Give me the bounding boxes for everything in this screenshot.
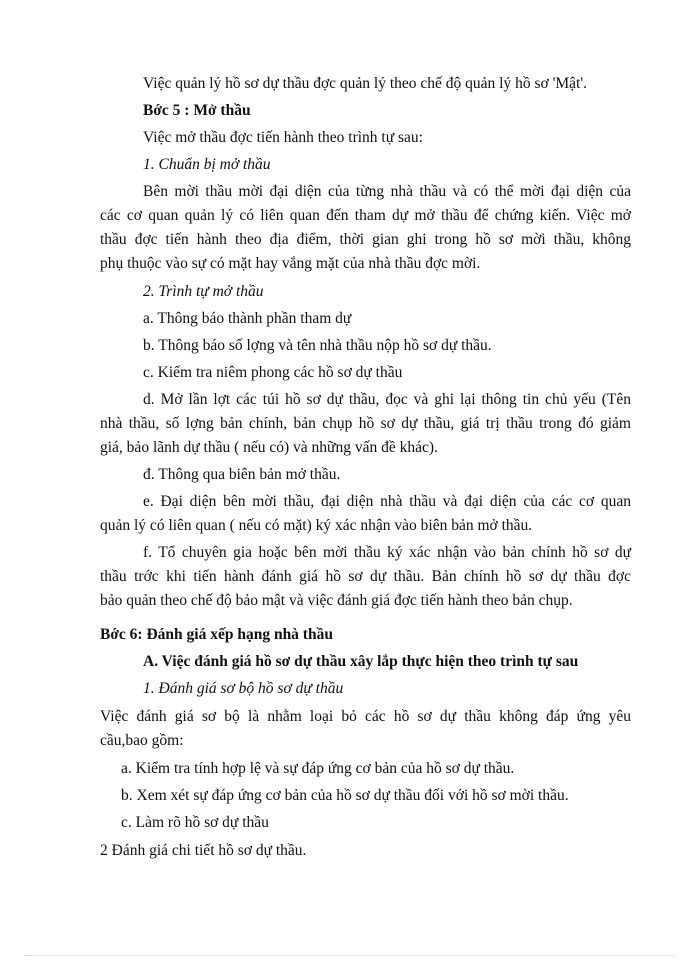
paragraph-line: Việc mở thầu đợc tiến hành theo trình tự sau:	[143, 129, 423, 146]
section-a-heading: A. Việc đánh giá hồ sơ dự thầu xây lắp thực hiện theo trình tự sau	[143, 653, 579, 670]
paragraph-line: phụ thuộc vào sự có mặt hay vắng mặt của nhà thầu đợc mời.	[100, 255, 481, 272]
subheading-prepare-opening: 1. Chuẩn bị mở thầu	[143, 156, 271, 173]
paragraph-line: cầu,bao gồm:	[100, 732, 184, 749]
list-item: d. Mở lần lợt các túi hồ sơ dự thầu, đọc và ghi lại thông tin chủ yếu (Tên	[143, 391, 631, 408]
step-6-heading: Bớc 6: Đánh giá xếp hạng nhà thầu	[100, 626, 333, 643]
page-bottom-divider	[24, 955, 676, 956]
paragraph-line: Việc đánh giá sơ bộ là nhằm loại bỏ các hồ sơ dự thầu không đáp ứng yêu	[100, 708, 631, 725]
list-item: c. Kiểm tra niêm phong các hồ sơ dự thầu	[143, 364, 403, 381]
subheading-preliminary-evaluation: 1. Đánh giá sơ bộ hồ sơ dự thầu	[143, 680, 344, 697]
paragraph-line: quản lý có liên quan ( nếu có mặt) ký xác nhận vào biên bản mở thầu.	[100, 517, 533, 534]
list-item: a. Kiểm tra tính hợp lệ và sự đáp ứng cơ bản của hồ sơ dự thầu.	[121, 760, 515, 777]
paragraph-line: thầu trớc khi tiến hành đánh giá hồ sơ dự thầu. Bản chính hồ sơ dự thầu đợc	[100, 568, 631, 585]
step-5-heading: Bớc 5 : Mở thầu	[143, 102, 251, 119]
list-item: e. Đại diện bên mời thầu, đại diện nhà thầu và đại diện của các cơ quan	[143, 493, 631, 510]
paragraph-line: Bên mời thầu mời đại diện của từng nhà thầu và có thể mời đại diện của	[143, 183, 631, 200]
list-item: a. Thông báo thành phần tham dự	[143, 310, 352, 327]
paragraph-line: thầu đợc tiến hành theo địa điểm, thời gian ghi trong hồ sơ mời thầu, không	[100, 231, 631, 248]
list-item: b. Thông báo số lợng và tên nhà thầu nộp hồ sơ dự thầu.	[143, 337, 492, 354]
list-item: đ. Thông qua biên bản mở thầu.	[143, 466, 341, 483]
paragraph-line: giá, bảo lãnh dự thầu ( nếu có) và những vấn đề khác).	[100, 439, 438, 456]
paragraph-line: các cơ quan quản lý có liên quan đến tham dự mở thầu để chứng kiến. Việc mở	[100, 207, 631, 224]
subheading-opening-procedure: 2. Trình tự mở thầu	[143, 283, 264, 300]
subheading-detailed-evaluation: 2 Đánh giá chi tiết hồ sơ dự thầu.	[100, 842, 307, 859]
list-item: c. Làm rõ hồ sơ dự thầu	[121, 814, 269, 831]
list-item: f. Tổ chuyên gia hoặc bên mời thầu ký xác nhận vào bản chính hồ sơ dự	[143, 544, 631, 561]
paragraph-line: bảo quản theo chế độ bảo mật và việc đánh giá đợc tiến hành theo bản chụp.	[100, 592, 573, 609]
paragraph-line: nhà thầu, số lợng bản chính, bản chụp hồ sơ dự thầu, giá trị thầu trong đó giảm	[100, 415, 631, 432]
list-item: b. Xem xét sự đáp ứng cơ bản của hồ sơ dự thầu đối với hồ sơ mời thầu.	[121, 787, 569, 804]
paragraph-line: Việc quản lý hồ sơ dự thầu đợc quản lý theo chế độ quản lý hồ sơ 'Mật'.	[143, 75, 588, 92]
